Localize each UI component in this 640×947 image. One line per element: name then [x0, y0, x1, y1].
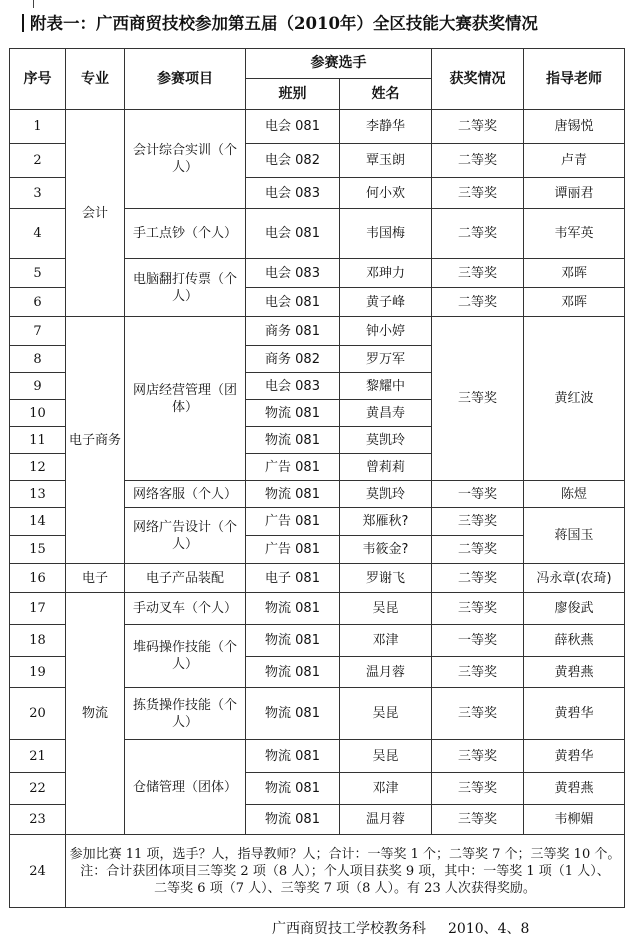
award-cell: 一等奖: [432, 625, 524, 657]
name-cell: 钟小婷: [340, 317, 432, 346]
row-no: 5: [10, 259, 66, 288]
award-cell: 二等奖: [432, 144, 524, 178]
row-no: 17: [10, 593, 66, 625]
summary-cell: [66, 835, 625, 908]
award-cell: 二等奖: [432, 209, 524, 259]
class-cell: 物流 081: [246, 481, 340, 508]
major-cell: 物流: [66, 593, 125, 835]
project-cell: 网店经营管理（团体）: [125, 317, 246, 481]
class-cell: 广告 081: [246, 508, 340, 536]
name-cell: 吴昆: [340, 740, 432, 773]
name-cell: 莫凯玲: [340, 427, 432, 454]
award-cell: 二等奖: [432, 536, 524, 564]
row-no: 2: [10, 144, 66, 178]
name-cell: 何小欢: [340, 178, 432, 209]
header-contestants: 参赛选手: [246, 49, 432, 79]
name-cell: 莫凯玲: [340, 481, 432, 508]
name-cell: 覃玉朗: [340, 144, 432, 178]
row-no: 7: [10, 317, 66, 346]
teacher-cell: 邓晖: [524, 259, 625, 288]
name-cell: 黎耀中: [340, 373, 432, 400]
major-cell: 电子: [66, 564, 125, 593]
name-cell: 罗万军: [340, 346, 432, 373]
row-no: 4: [10, 209, 66, 259]
row-no: 21: [10, 740, 66, 773]
name-cell: 吴昆: [340, 688, 432, 740]
row-no: 12: [10, 454, 66, 481]
award-cell: 三等奖: [432, 805, 524, 835]
project-cell: 手工点钞（个人）: [125, 209, 246, 259]
name-cell: 邓津: [340, 625, 432, 657]
class-cell: 物流 081: [246, 657, 340, 688]
row-no: 19: [10, 657, 66, 688]
class-cell: 广告 081: [246, 536, 340, 564]
summary-row: [10, 835, 625, 908]
row-no: 13: [10, 481, 66, 508]
name-cell: 黄子峰: [340, 288, 432, 317]
teacher-cell: 唐锡悦: [524, 110, 625, 144]
class-cell: 电子 081: [246, 564, 340, 593]
award-cell: 三等奖: [432, 508, 524, 536]
class-cell: 物流 081: [246, 773, 340, 805]
class-cell: 电会 082: [246, 144, 340, 178]
name-cell: 黄昌寿: [340, 400, 432, 427]
name-cell: 温月蓉: [340, 805, 432, 835]
name-cell: 邓津: [340, 773, 432, 805]
summary-note-line: 二等奖 6 项（7 人）、三等奖 7 项（8 人）。有 23 人次获得奖励。: [154, 880, 536, 896]
name-cell: 曾莉莉: [340, 454, 432, 481]
name-cell: 郑雁秋?: [340, 508, 432, 536]
major-cell: 电子商务: [66, 317, 125, 564]
row-no: 24: [10, 835, 66, 908]
teacher-cell: 韦军英: [524, 209, 625, 259]
name-cell: 李静华: [340, 110, 432, 144]
class-cell: 电会 083: [246, 373, 340, 400]
header-major: 专业: [66, 49, 125, 110]
teacher-cell: 廖俊武: [524, 593, 625, 625]
row-no: 8: [10, 346, 66, 373]
title-bar: [22, 14, 24, 32]
row-no: 14: [10, 508, 66, 536]
award-cell: 三等奖: [432, 259, 524, 288]
header-seq: 序号: [10, 49, 66, 110]
project-cell: 拣货操作技能（个人）: [125, 688, 246, 740]
teacher-cell: 冯永章(农琦): [524, 564, 625, 593]
row-no: 23: [10, 805, 66, 835]
class-cell: 物流 081: [246, 805, 340, 835]
row-no: 9: [10, 373, 66, 400]
teacher-cell: 邓晖: [524, 288, 625, 317]
class-cell: 物流 081: [246, 593, 340, 625]
table-row: [10, 564, 625, 593]
class-cell: 物流 081: [246, 625, 340, 657]
teacher-cell: 谭丽君: [524, 178, 625, 209]
award-cell: 二等奖: [432, 288, 524, 317]
project-cell: 手动叉车（个人）: [125, 593, 246, 625]
class-cell: 物流 081: [246, 400, 340, 427]
row-no: 20: [10, 688, 66, 740]
teacher-cell: 黄碧燕: [524, 773, 625, 805]
teacher-cell: 韦柳媚: [524, 805, 625, 835]
table-row: [10, 110, 625, 144]
class-cell: 电会 083: [246, 178, 340, 209]
award-cell: 二等奖: [432, 110, 524, 144]
row-no: 10: [10, 400, 66, 427]
class-cell: 广告 081: [246, 454, 340, 481]
row-no: 3: [10, 178, 66, 209]
class-cell: 商务 082: [246, 346, 340, 373]
award-cell: 三等奖: [432, 688, 524, 740]
award-cell: 三等奖: [432, 773, 524, 805]
teacher-cell: 黄碧华: [524, 740, 625, 773]
award-cell: 三等奖: [432, 317, 524, 481]
row-no: 11: [10, 427, 66, 454]
table-row: [10, 593, 625, 625]
teacher-cell: 黄碧华: [524, 688, 625, 740]
table-row: [10, 317, 625, 346]
teacher-cell: 陈煜: [524, 481, 625, 508]
project-cell: 电脑翻打传票（个人）: [125, 259, 246, 317]
class-cell: 物流 081: [246, 427, 340, 454]
award-cell: 一等奖: [432, 481, 524, 508]
header-name: 姓名: [340, 79, 432, 110]
award-cell: 三等奖: [432, 740, 524, 773]
summary-line: 参加比赛 11 项，选手？人，指导教师？人；合计：一等奖 1 个；二等奖 7 个；三等奖 10 个。: [69, 846, 621, 862]
class-cell: 电会 081: [246, 110, 340, 144]
footer-org: 广西商贸技工学校教务科: [272, 921, 426, 937]
award-cell: 三等奖: [432, 657, 524, 688]
teacher-cell: 黄红波: [524, 317, 625, 481]
row-no: 15: [10, 536, 66, 564]
award-cell: 三等奖: [432, 178, 524, 209]
major-cell: 会计: [66, 110, 125, 317]
award-cell: 三等奖: [432, 593, 524, 625]
teacher-cell: 蒋国玉: [524, 508, 625, 564]
project-cell: 仓储管理（团体）: [125, 740, 246, 835]
teacher-cell: 卢青: [524, 144, 625, 178]
class-cell: 物流 081: [246, 740, 340, 773]
name-cell: 温月蓉: [340, 657, 432, 688]
row-no: 22: [10, 773, 66, 805]
teacher-cell: 薛秋燕: [524, 625, 625, 657]
class-cell: 电会 083: [246, 259, 340, 288]
header-teacher: 指导老师: [524, 49, 625, 110]
row-no: 1: [10, 110, 66, 144]
teacher-cell: 黄碧燕: [524, 657, 625, 688]
document-footer: [272, 918, 632, 940]
title-text: 附表一：广西商贸技校参加第五届（2010年）全区技能大赛获奖情况: [30, 14, 538, 33]
class-cell: 电会 081: [246, 288, 340, 317]
award-cell: 二等奖: [432, 564, 524, 593]
header-class: 班别: [246, 79, 340, 110]
name-cell: 罗谢飞: [340, 564, 432, 593]
class-cell: 物流 081: [246, 688, 340, 740]
row-no: 18: [10, 625, 66, 657]
row-no: 16: [10, 564, 66, 593]
header-row: [10, 49, 625, 79]
awards-table: [9, 48, 625, 908]
project-cell: 堆码操作技能（个人）: [125, 625, 246, 688]
name-cell: 韦筱金?: [340, 536, 432, 564]
project-cell: 电子产品装配: [125, 564, 246, 593]
name-cell: 韦国梅: [340, 209, 432, 259]
document-title: [22, 10, 632, 38]
header-project: 参赛项目: [125, 49, 246, 110]
margin-mark: [33, 0, 34, 8]
name-cell: 吴昆: [340, 593, 432, 625]
class-cell: 电会 081: [246, 209, 340, 259]
project-cell: 会计综合实训（个人）: [125, 110, 246, 209]
project-cell: 网络广告设计（个人）: [125, 508, 246, 564]
project-cell: 网络客服（个人）: [125, 481, 246, 508]
summary-note-line: 注：合计获团体项目三等奖 2 项（8 人）；个人项目获奖 9 项，其中：一等奖 1 项（1 人）、: [80, 863, 610, 879]
row-no: 6: [10, 288, 66, 317]
name-cell: 邓珅力: [340, 259, 432, 288]
header-award: 获奖情况: [432, 49, 524, 110]
class-cell: 商务 081: [246, 317, 340, 346]
footer-date: 2010、4、8: [448, 921, 530, 937]
